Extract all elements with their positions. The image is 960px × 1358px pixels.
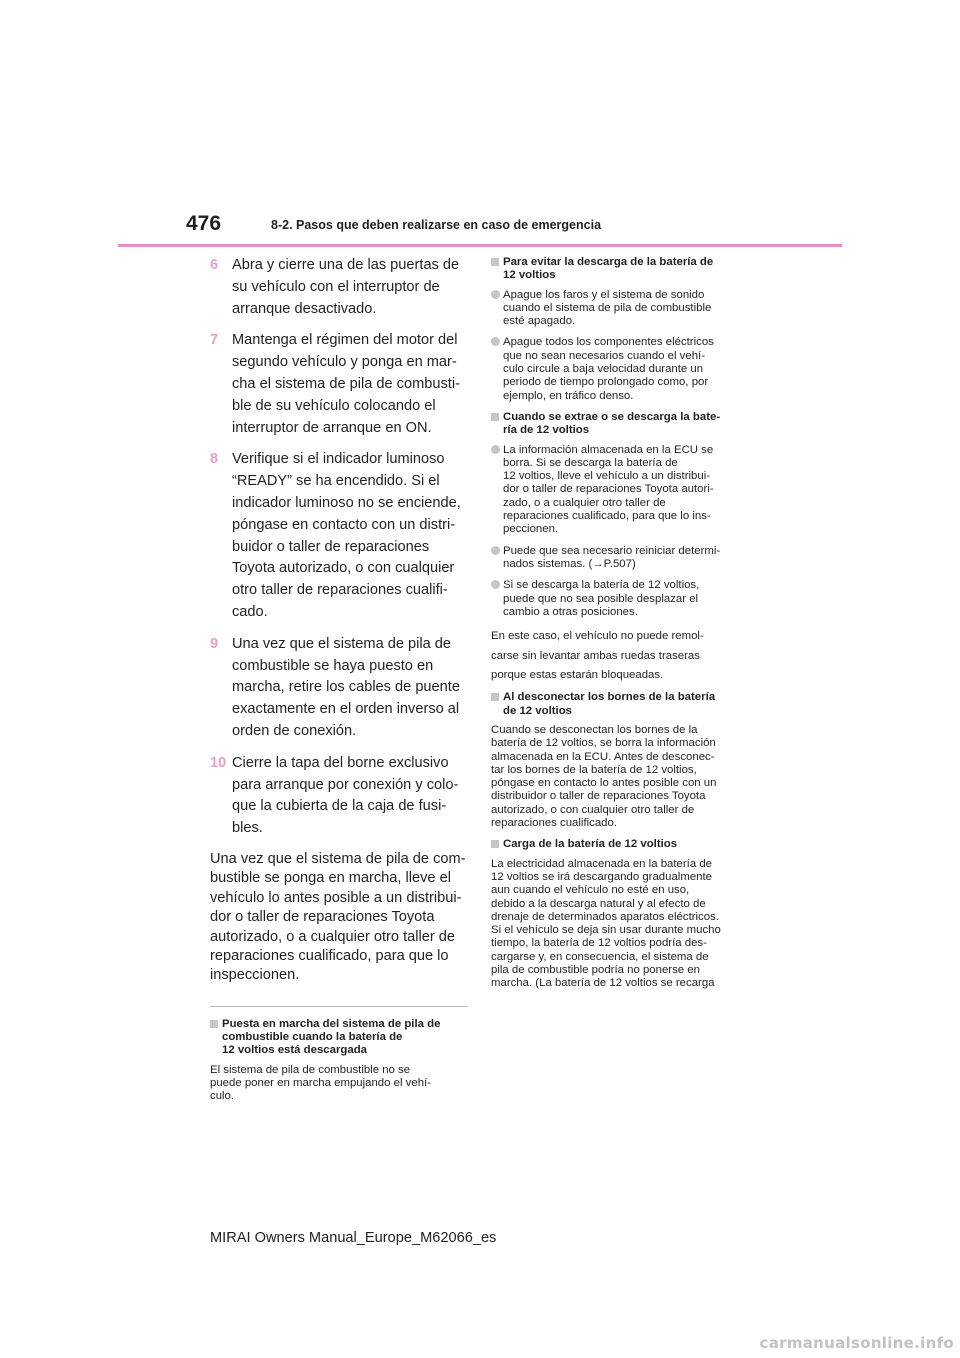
square-marker-icon xyxy=(491,693,499,701)
section-title: 8-2. Pasos que deben realizarse en caso de emergencia xyxy=(271,218,602,232)
bullet-line: Si se descarga la batería de 12 voltios, xyxy=(503,579,700,592)
step-text xyxy=(232,255,468,320)
bullet-dot-icon xyxy=(491,580,500,589)
closing-paragraph xyxy=(210,850,468,986)
step-text xyxy=(232,449,468,623)
step-line: cha el sistema de pila de combusti- xyxy=(232,375,460,392)
paragraph-line: culo. xyxy=(210,1090,235,1103)
paragraph-line: batería de 12 voltios, se borra la información xyxy=(491,737,716,750)
bullet-item xyxy=(491,579,753,619)
bullet-dot-icon xyxy=(491,546,500,555)
left-column xyxy=(210,255,468,1112)
bullet-line: puede que no sea posible desplazar el xyxy=(503,592,699,605)
heading-line: Cuando se extrae o se descarga la bate- xyxy=(503,410,721,423)
heading-line: Para evitar la descarga de la batería de xyxy=(503,256,714,268)
step-text xyxy=(232,753,468,840)
bullet-item xyxy=(491,444,753,537)
paragraph-line: autorizado, o a cualquier otro taller de xyxy=(210,928,456,945)
right-column xyxy=(491,256,753,999)
step-line: Mantenga el régimen del motor del xyxy=(232,332,458,349)
step-number: 8 xyxy=(210,451,219,468)
note-body-startup xyxy=(210,1064,468,1104)
note-heading-prevent-discharge xyxy=(491,256,753,283)
step-line: para arranque por conexión y colo- xyxy=(232,776,459,793)
step-number: 7 xyxy=(210,332,219,349)
heading-line: ría de 12 voltios xyxy=(503,424,590,437)
paragraph-line: tiempo, la batería de 12 voltios podría des- xyxy=(491,937,707,950)
paragraph-line: cargarse y, en consecuencia, el sistema de xyxy=(491,950,709,963)
square-marker-icon xyxy=(491,413,499,421)
step-item xyxy=(210,330,468,439)
bullet-line: ejemplo, en tráfico denso. xyxy=(503,389,634,402)
bullet-item xyxy=(491,545,753,572)
note-body-disconnect-terminals xyxy=(491,724,753,830)
page-number: 476 xyxy=(186,212,222,235)
bullet-line: esté apagado. xyxy=(503,315,576,328)
paragraph-line: autorizado, o con cualquier otro taller de xyxy=(491,803,695,816)
heading-line: Carga de la batería de 12 voltios xyxy=(503,838,678,851)
step-line: Verifique si el indicador luminoso xyxy=(232,451,445,468)
step-number: 9 xyxy=(210,635,219,652)
note-heading-startup xyxy=(210,1018,468,1058)
bullet-line: Apague los faros y el sistema de sonido xyxy=(503,288,705,301)
note-body-battery-charge xyxy=(491,858,753,991)
step-line: combustible se haya puesto en xyxy=(232,657,434,674)
step-text xyxy=(232,634,468,743)
square-marker-icon xyxy=(210,1020,218,1028)
step-item xyxy=(210,634,468,743)
step-number: 6 xyxy=(210,257,219,273)
heading-line: combustible cuando la batería de xyxy=(222,1031,403,1044)
paragraph-line: almacenada en la ECU. Antes de desconec- xyxy=(491,750,715,763)
paragraph-line: inspeccionen. xyxy=(210,967,300,984)
step-line: orden de conexión. xyxy=(232,722,357,739)
step-number: 10 xyxy=(210,754,227,771)
step-line: interruptor de arranque en ON. xyxy=(232,419,432,436)
bullet-dot-icon xyxy=(491,337,500,346)
paragraph-line: marcha. (La batería de 12 voltios se recarga xyxy=(491,977,715,990)
step-line: indicador luminoso no se enciende, xyxy=(232,494,461,511)
bullet-line: reparaciones cualificado, para que lo ins- xyxy=(503,510,711,523)
paragraph-line: aun cuando el vehículo no esté en uso, xyxy=(491,884,690,897)
header-rule xyxy=(118,244,842,247)
step-line: cado. xyxy=(232,603,268,620)
watermark: carmanualsonline.info xyxy=(759,1334,954,1352)
step-line: Toyota autorizado, o con cualquier xyxy=(232,560,455,577)
step-line: Una vez que el sistema de pila de xyxy=(232,635,452,652)
paragraph-line: bustible se ponga en marcha, lleve el xyxy=(210,870,451,887)
paragraph-line: dor o taller de reparaciones Toyota xyxy=(210,909,435,926)
paragraph-line: El sistema de pila de combustible no se xyxy=(210,1063,411,1076)
step-line: Cierre la tapa del borne exclusivo xyxy=(232,754,449,771)
paragraph-line: drenaje de determinados aparatos eléctricos. xyxy=(491,910,719,923)
bullet-line: 12 voltios, lleve el vehículo a un distribui- xyxy=(503,470,711,483)
bullet-line: nados sistemas. (→P.507) xyxy=(503,557,636,570)
bullet-line: cambio a otras posiciones. xyxy=(503,605,638,618)
square-marker-icon xyxy=(491,258,499,266)
paragraph-line: pila de combustible podría no ponerse en xyxy=(491,963,700,976)
step-line: bles. xyxy=(232,820,263,837)
step-item xyxy=(210,449,468,623)
step-text xyxy=(232,330,468,439)
heading-line: de 12 voltios xyxy=(503,704,573,717)
step-line: marcha, retire los cables de puente xyxy=(232,679,460,696)
paragraph-line: tar los bornes de la batería de 12 voltios, xyxy=(491,763,697,776)
step-line: segundo vehículo y ponga en mar- xyxy=(232,354,457,371)
step-line: Abra y cierre una de las puertas de xyxy=(232,257,460,273)
heading-line: 12 voltios xyxy=(503,269,556,282)
note-after-battery-removed xyxy=(491,627,753,685)
step-line: buidor o taller de reparaciones xyxy=(232,538,430,555)
step-line: exactamente en el orden inverso al xyxy=(232,701,460,718)
paragraph-line: reparaciones cualificado, para que lo xyxy=(210,947,449,964)
paragraph-line: debido a la descarga natural y al efecto de xyxy=(491,897,706,910)
step-item xyxy=(210,255,468,320)
steps-list xyxy=(210,255,468,840)
paragraph-line: La electricidad almacenada en la batería de xyxy=(491,857,712,870)
step-line: “READY” se ha encendido. Si el xyxy=(232,473,440,490)
bullet-line: que no sean necesarios cuando el vehí- xyxy=(503,349,706,362)
bullet-line: culo circule a baja velocidad durante un xyxy=(503,363,704,376)
bullet-line: peccionen. xyxy=(503,523,559,536)
bullet-line: zado, o a cualquier otro taller de xyxy=(503,496,666,509)
paragraph-line: puede poner en marcha empujando el vehí- xyxy=(210,1076,431,1089)
step-line: que la cubierta de la caja de fusi- xyxy=(232,798,447,815)
bullet-line: periodo de tiempo prolongado como, por xyxy=(503,376,709,389)
note-heading-battery-removed xyxy=(491,411,753,438)
bullet-line: borra. Si se descarga la batería de xyxy=(503,456,678,469)
step-line: arranque desactivado. xyxy=(232,300,377,317)
paragraph-line: Cuando se desconectan los bornes de la xyxy=(491,723,698,736)
note-heading-battery-charge xyxy=(491,838,753,851)
step-line: ble de su vehículo colocando el xyxy=(232,397,436,414)
bullet-dot-icon xyxy=(491,445,500,454)
paragraph-line: porque estas estarán bloqueadas. xyxy=(491,668,664,681)
heading-line: 12 voltios está descargada xyxy=(222,1044,367,1057)
paragraph-line: reparaciones cualificado. xyxy=(491,817,618,830)
bullet-line: Apague todos los componentes eléctricos xyxy=(503,336,714,349)
paragraph-line: carse sin levantar ambas ruedas traseras xyxy=(491,649,700,662)
divider xyxy=(210,1006,468,1007)
bullet-line: dor o taller de reparaciones Toyota autori- xyxy=(503,483,714,496)
paragraph-line: Una vez que el sistema de pila de com- xyxy=(210,850,466,867)
footer-title: MIRAI Owners Manual_Europe_M62066_es xyxy=(210,1230,497,1246)
step-line: otro taller de reparaciones cualifi- xyxy=(232,582,448,599)
paragraph-line: póngase en contacto lo antes posible con un xyxy=(491,777,717,790)
square-marker-icon xyxy=(491,840,499,848)
bullet-line: Puede que sea necesario reiniciar determi- xyxy=(503,544,721,557)
paragraph-line: vehículo lo antes posible a un distribui- xyxy=(210,889,462,906)
paragraph-line: 12 voltios se irá descargando gradualmente xyxy=(491,870,712,883)
step-line: su vehículo con el interruptor de xyxy=(232,278,440,295)
heading-line: Al desconectar los bornes de la batería xyxy=(503,691,716,704)
paragraph-line: distribuidor o taller de reparaciones Toyota xyxy=(491,790,706,803)
bullet-item xyxy=(491,336,753,402)
bullet-dot-icon xyxy=(491,290,500,299)
bullet-line: cuando el sistema de pila de combustible xyxy=(503,301,712,314)
bullet-line: La información almacenada en la ECU se xyxy=(503,443,714,456)
step-item xyxy=(210,753,468,840)
note-heading-disconnect-terminals xyxy=(491,691,753,718)
step-line: póngase en contacto con un distri- xyxy=(232,516,456,533)
heading-line: Puesta en marcha del sistema de pila de xyxy=(222,1017,441,1030)
paragraph-line: En este caso, el vehículo no puede remol- xyxy=(491,630,704,643)
paragraph-line: Si el vehículo se deja sin usar durante mucho xyxy=(491,924,721,937)
bullet-item xyxy=(491,289,753,329)
